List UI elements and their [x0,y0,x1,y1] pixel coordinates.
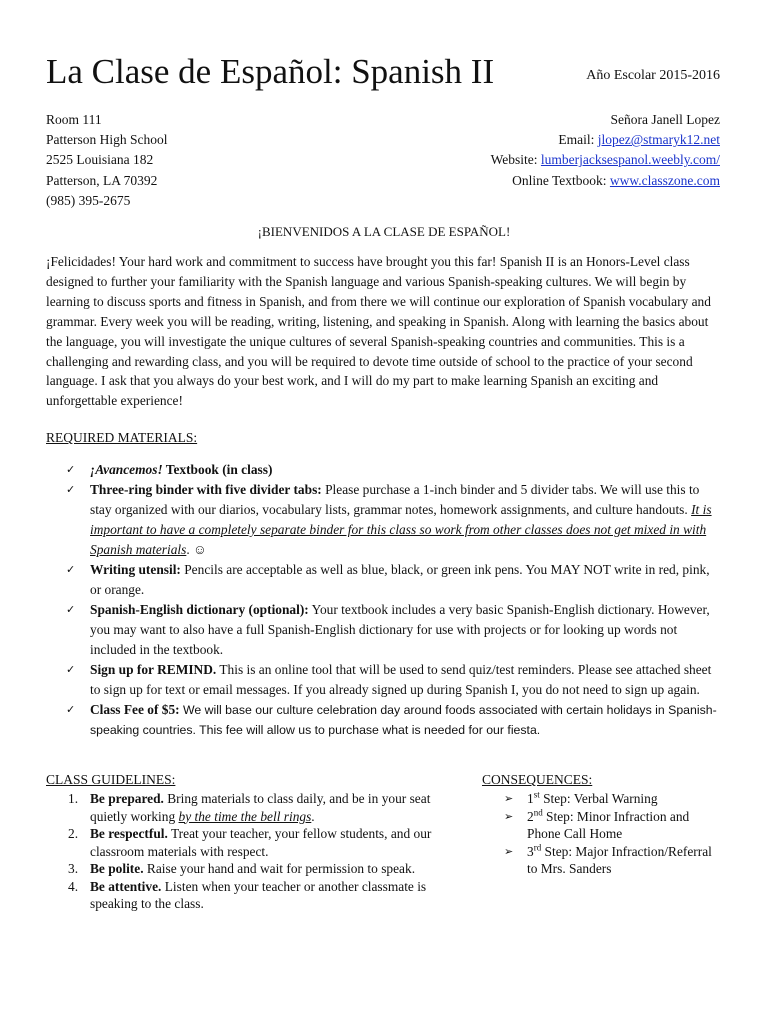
item-text: Treat your teacher, your fellow students, and our classroom materials with respect. [90,826,432,859]
list-item [46,480,722,560]
textbook-line [491,171,720,191]
arrow-bullet-icon: ➢ [504,844,514,858]
welcome-heading: ¡BIENVENIDOS A LA CLASE DE ESPAÑOL! [257,224,511,239]
website-line [491,150,720,170]
step-suffix: st [533,789,540,800]
teacher-name: Señora Janell Lopez [610,112,720,127]
street-address: 2525 Louisiana 182 [46,152,154,168]
item-text: Textbook (in class) [162,462,273,477]
step-ordinal: 2 [527,808,534,824]
step-text: Step: Major Infraction/Referral to Mrs. Sanders [527,843,712,876]
list-item [46,825,456,860]
materials-list [46,460,722,740]
step-text: Step: Verbal Warning [539,791,658,806]
list-item [482,843,722,878]
item-title: Three-ring binder with five divider tabs: [90,482,322,497]
item-tail: . [311,808,315,824]
intro-paragraph: ¡Felicidades! Your hard work and commitment to success have brought you this far! Spanish II is an Honors-Level class designed to further your familiarity with the Spanish language and various Spanish-speaking cultures. We will begin by learning to discuss sports and fitness in Spanish, and from there we will continue our exploration of Spanish vocabulary and grammar. Every week you will be reading, writing, listening, and speaking in Spanish. Along with learning the basics about the language, you will investigate the unique cultures of several Spanish-speaking countries and communities. This is a challenging and rewarding class, and you will be required to devote time outside of school to the practice of your second language. I ask that you always do your best work, and I will do my part to make learning Spanish an exciting and unforgettable experience! [46,254,711,409]
consequences-heading: CONSEQUENCES: [482,772,593,787]
item-title: Be polite. [90,861,144,876]
item-title: Class Fee of $5: [90,702,180,717]
guidelines-heading: CLASS GUIDELINES: [46,772,176,787]
list-item [46,860,456,878]
list-item [46,700,722,740]
step-ordinal: 1 [527,791,534,806]
item-note: It is important to have a completely separate binder for this class so work from other classes does not get mixed in with Spanish materials [90,502,712,557]
item-title: Spanish-English dictionary (optional): [90,602,309,617]
list-item [46,790,456,825]
step-text: Step: Minor Infraction and Phone Call Home [527,808,690,841]
item-text: Bring materials to class daily, and be in your seat quietly working [90,791,431,824]
consequences-list [482,790,722,878]
textbook-link[interactable]: www.classzone.com [609,172,720,188]
item-emphasis: by the time the bell rings [178,808,312,824]
guidelines-list [46,790,456,913]
website-link[interactable]: lumberjacksespanol.weebly.com/ [540,152,720,168]
item-title: Sign up for REMIND. [90,662,217,677]
checkmark-icon: ✓ [66,603,76,616]
item-text: This is an online tool that will be used to send quiz/test reminders. Please see attached sheet to sign up for text or email messages. If you already signed up during Spanish I, you do not need to sign up again. [90,662,712,697]
list-item [46,560,722,600]
item-text: Raise your hand and wait for permission to speak. [143,861,416,876]
checkmark-icon: ✓ [66,463,76,476]
checkmark-icon: ✓ [66,703,76,716]
item-number: 2. [68,826,79,841]
list-item [46,600,722,660]
item-title: ¡Avancemos! [90,462,163,477]
item-title: Writing utensil: [90,562,181,577]
list-item [46,460,722,480]
list-item [482,808,722,843]
item-text: Pencils are acceptable as well as blue, black, or green ink pens. You MAY NOT write in red, pink, or orange. [90,562,710,597]
list-item [46,878,456,913]
item-text: Please purchase a 1-inch binder and 5 divider tabs. We will use this to stay organized with our diarios, vocabulary lists, grammar notes, homework assignments, and culture handouts. [90,482,700,517]
room-number: Room 111 [46,112,102,127]
materials-heading: REQUIRED MATERIALS: [46,430,198,445]
textbook-label: Online Textbook: [512,172,610,188]
school-contact-block [46,110,168,211]
item-tail: . ☺ [186,542,207,557]
item-text: Your textbook includes a very basic Spanish-English dictionary. However, you may want to also have a full Spanish-English dictionary for use with projects or for looking up words not included in the textbook. [90,602,710,657]
list-item [46,660,722,700]
checkmark-icon: ✓ [66,663,76,676]
email-line [491,130,720,150]
item-title: Be attentive. [90,878,162,894]
arrow-bullet-icon: ➢ [504,792,514,805]
email-label: Email: [558,132,598,148]
website-label: Website: [490,152,541,168]
teacher-contact-block [491,110,720,191]
email-link[interactable]: jlopez@stmaryk12.net [597,132,720,148]
list-item [482,790,722,808]
item-text: Listen when your teacher or another classmate is speaking to the class. [90,878,427,911]
item-number: 4. [68,878,79,894]
page-title: La Clase de Español: Spanish II [46,52,495,91]
item-title: Be respectful. [90,826,168,841]
school-name: Patterson High School [46,132,168,148]
arrow-bullet-icon: ➢ [504,809,514,823]
item-number: 1. [68,791,79,806]
checkmark-icon: ✓ [66,563,76,576]
step-ordinal: 3 [527,843,534,859]
city-address: Patterson, LA 70392 [46,172,158,188]
item-title: Be prepared. [90,791,164,806]
step-suffix: rd [533,842,542,853]
item-number: 3. [68,861,79,876]
step-suffix: nd [533,807,543,818]
item-text: We will base our culture celebration day around foods associated with certain holidays in Spanish-speaking countries. This fee will allow us to purchase what is needed for our fiesta. [90,703,717,737]
school-year: Año Escolar 2015-2016 [586,68,720,83]
checkmark-icon: ✓ [66,483,76,496]
phone-number: (985) 395-2675 [46,192,131,208]
